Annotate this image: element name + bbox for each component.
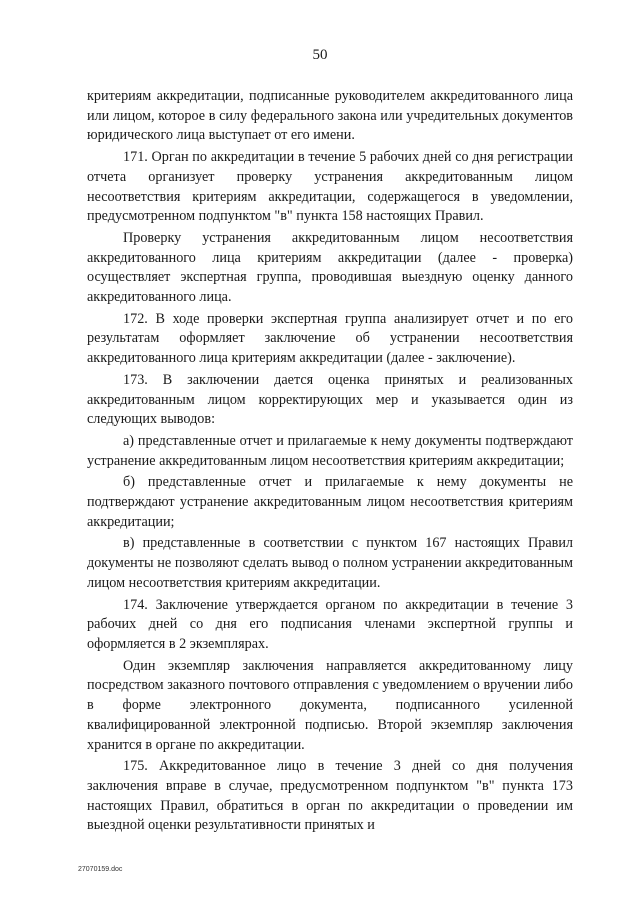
paragraph: критериям аккредитации, подписанные руководителем аккредитованного лица или лицом, которое в силу федерального закона или учредительных документов юридического лица выступает от его имени.	[87, 88, 573, 144]
paragraph: 173. В заключении дается оценка принятых и реализованных аккредитованным лицом корректирующих мер и указывается один из следующих выводов:	[87, 371, 573, 428]
paragraph: в) представленные в соответствии с пунктом 167 настоящих Правил документы не позволяют сделать вывод о полном устранении аккредитованным лицом несоответствия критериям аккредитации.	[87, 535, 573, 591]
paragraph: 171. Орган по аккредитации в течение 5 рабочих дней со дня регистрации отчета организует проверку устранения аккредитованным лицом несоответствия критериям аккредитации, содержащегося в уведомлении, предусмотренном подпунктом "в" пункта 158 настоящих Правил.	[87, 149, 573, 225]
paragraph: б) представленные отчет и прилагаемые к нему документы не подтверждают устранение аккредитованным лицом несоответствия критериям аккредитации;	[87, 474, 573, 530]
paragraph: Проверку устранения аккредитованным лицом несоответствия аккредитованного лица критериям аккредитации (далее - проверка) осуществляет экспертная группа, проводившая выездную оценку данного аккредитованного лица.	[87, 229, 573, 306]
page-number: 50	[312, 47, 328, 63]
document-body	[87, 87, 573, 836]
paragraph: 172. В ходе проверки экспертная группа анализирует отчет и по его результатам оформляет заключение об устранении несоответствия аккредитованного лица критериям аккредитации (далее - заключение).	[87, 310, 573, 367]
paragraph: Один экземпляр заключения направляется аккредитованному лицу посредством заказного почтового отправления с уведомлением о вручении либо в форме электронного документа, подписанного усиленной квалифицированной электронной подписью. Второй экземпляр заключения хранится в органе по аккредитации.	[87, 657, 573, 753]
paragraph: 175. Аккредитованное лицо в течение 3 дней со дня получения заключения вправе в случае, предусмотренном подпунктом "в" пункта 173 настоящих Правил, обратиться в орган по аккредитации о проведении им выездной оценки результативности принятых и	[87, 758, 573, 834]
paragraph: а) представленные отчет и прилагаемые к нему документы подтверждают устранение аккредитованным лицом несоответствия критериям аккредитации;	[87, 432, 573, 469]
paragraph: 174. Заключение утверждается органом по аккредитации в течение 3 рабочих дней со дня его подписания членами экспертной группы и оформляется в 2 экземплярах.	[87, 596, 573, 652]
footer-filename: 27070159.doc	[78, 866, 123, 873]
